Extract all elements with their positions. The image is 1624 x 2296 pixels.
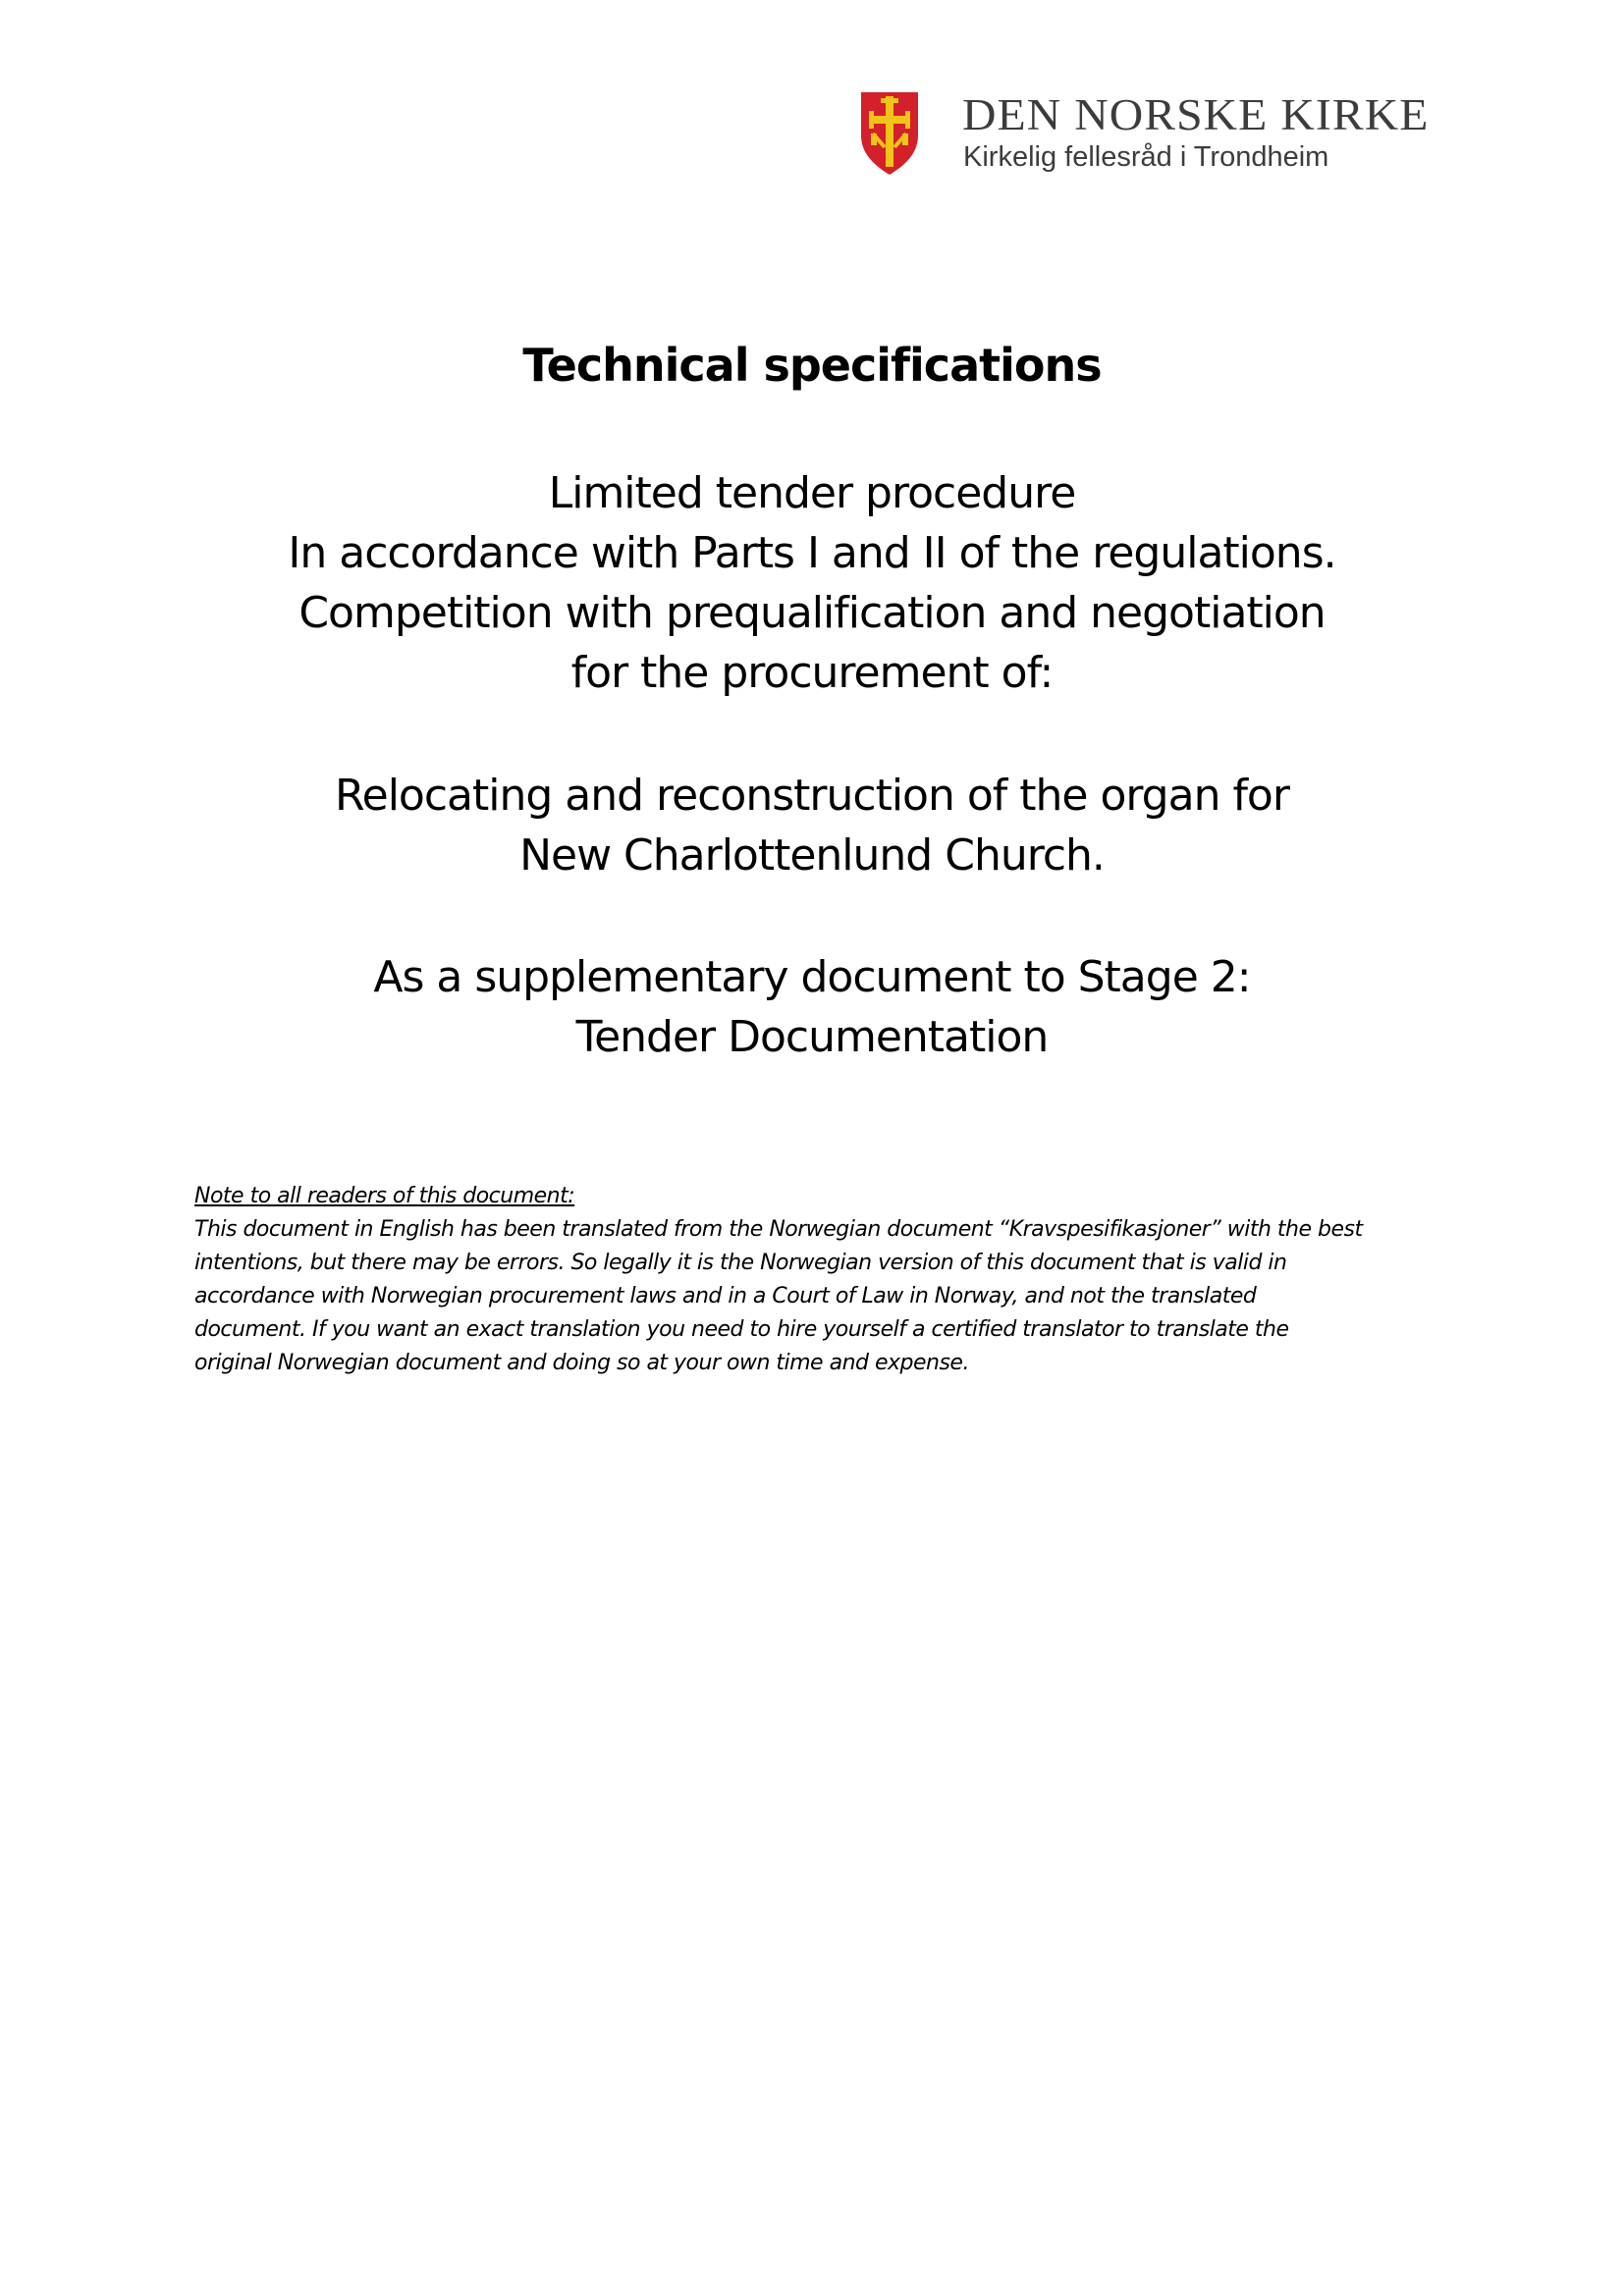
- logo-title: DEN NORSKE KIRKE: [962, 90, 1430, 139]
- church-cross-shield-icon: [859, 90, 920, 177]
- procedure-line: Limited tender procedure: [548, 468, 1076, 518]
- organization-logo: [859, 90, 1448, 188]
- subject-line: Relocating and reconstruction of the organ for: [335, 771, 1289, 821]
- procedure-line: for the procurement of:: [570, 648, 1054, 698]
- stage-reference: [0, 947, 1624, 1067]
- note-line: original Norwegian document and doing so at your own time and expense.: [194, 1351, 969, 1375]
- stage-line: Tender Documentation: [575, 1012, 1049, 1062]
- subject-line: New Charlottenlund Church.: [519, 830, 1105, 881]
- procedure-line: Competition with prequalification and negotiation: [298, 588, 1326, 638]
- note-line: document. If you want an exact translation you need to hire yourself a certified translator to translate the: [194, 1317, 1289, 1342]
- procedure-description: [0, 463, 1624, 703]
- stage-line: As a supplementary document to Stage 2:: [373, 952, 1251, 1002]
- procurement-subject: [0, 766, 1624, 885]
- document-title: Technical specifications: [522, 339, 1102, 392]
- translation-note: [194, 1180, 1471, 1380]
- note-line: This document in English has been translated from the Norwegian document “Kravspesifikasjoner” with the best: [194, 1217, 1363, 1242]
- note-line: accordance with Norwegian procurement laws and in a Court of Law in Norway, and not the translated: [194, 1284, 1257, 1308]
- logo-subtitle: Kirkelig fellesråd i Trondheim: [963, 141, 1329, 173]
- note-heading: Note to all readers of this document:: [194, 1184, 575, 1208]
- note-line: intentions, but there may be errors. So legally it is the Norwegian version of this document that is valid in: [194, 1251, 1287, 1275]
- procedure-line: In accordance with Parts I and II of the regulations.: [288, 528, 1336, 578]
